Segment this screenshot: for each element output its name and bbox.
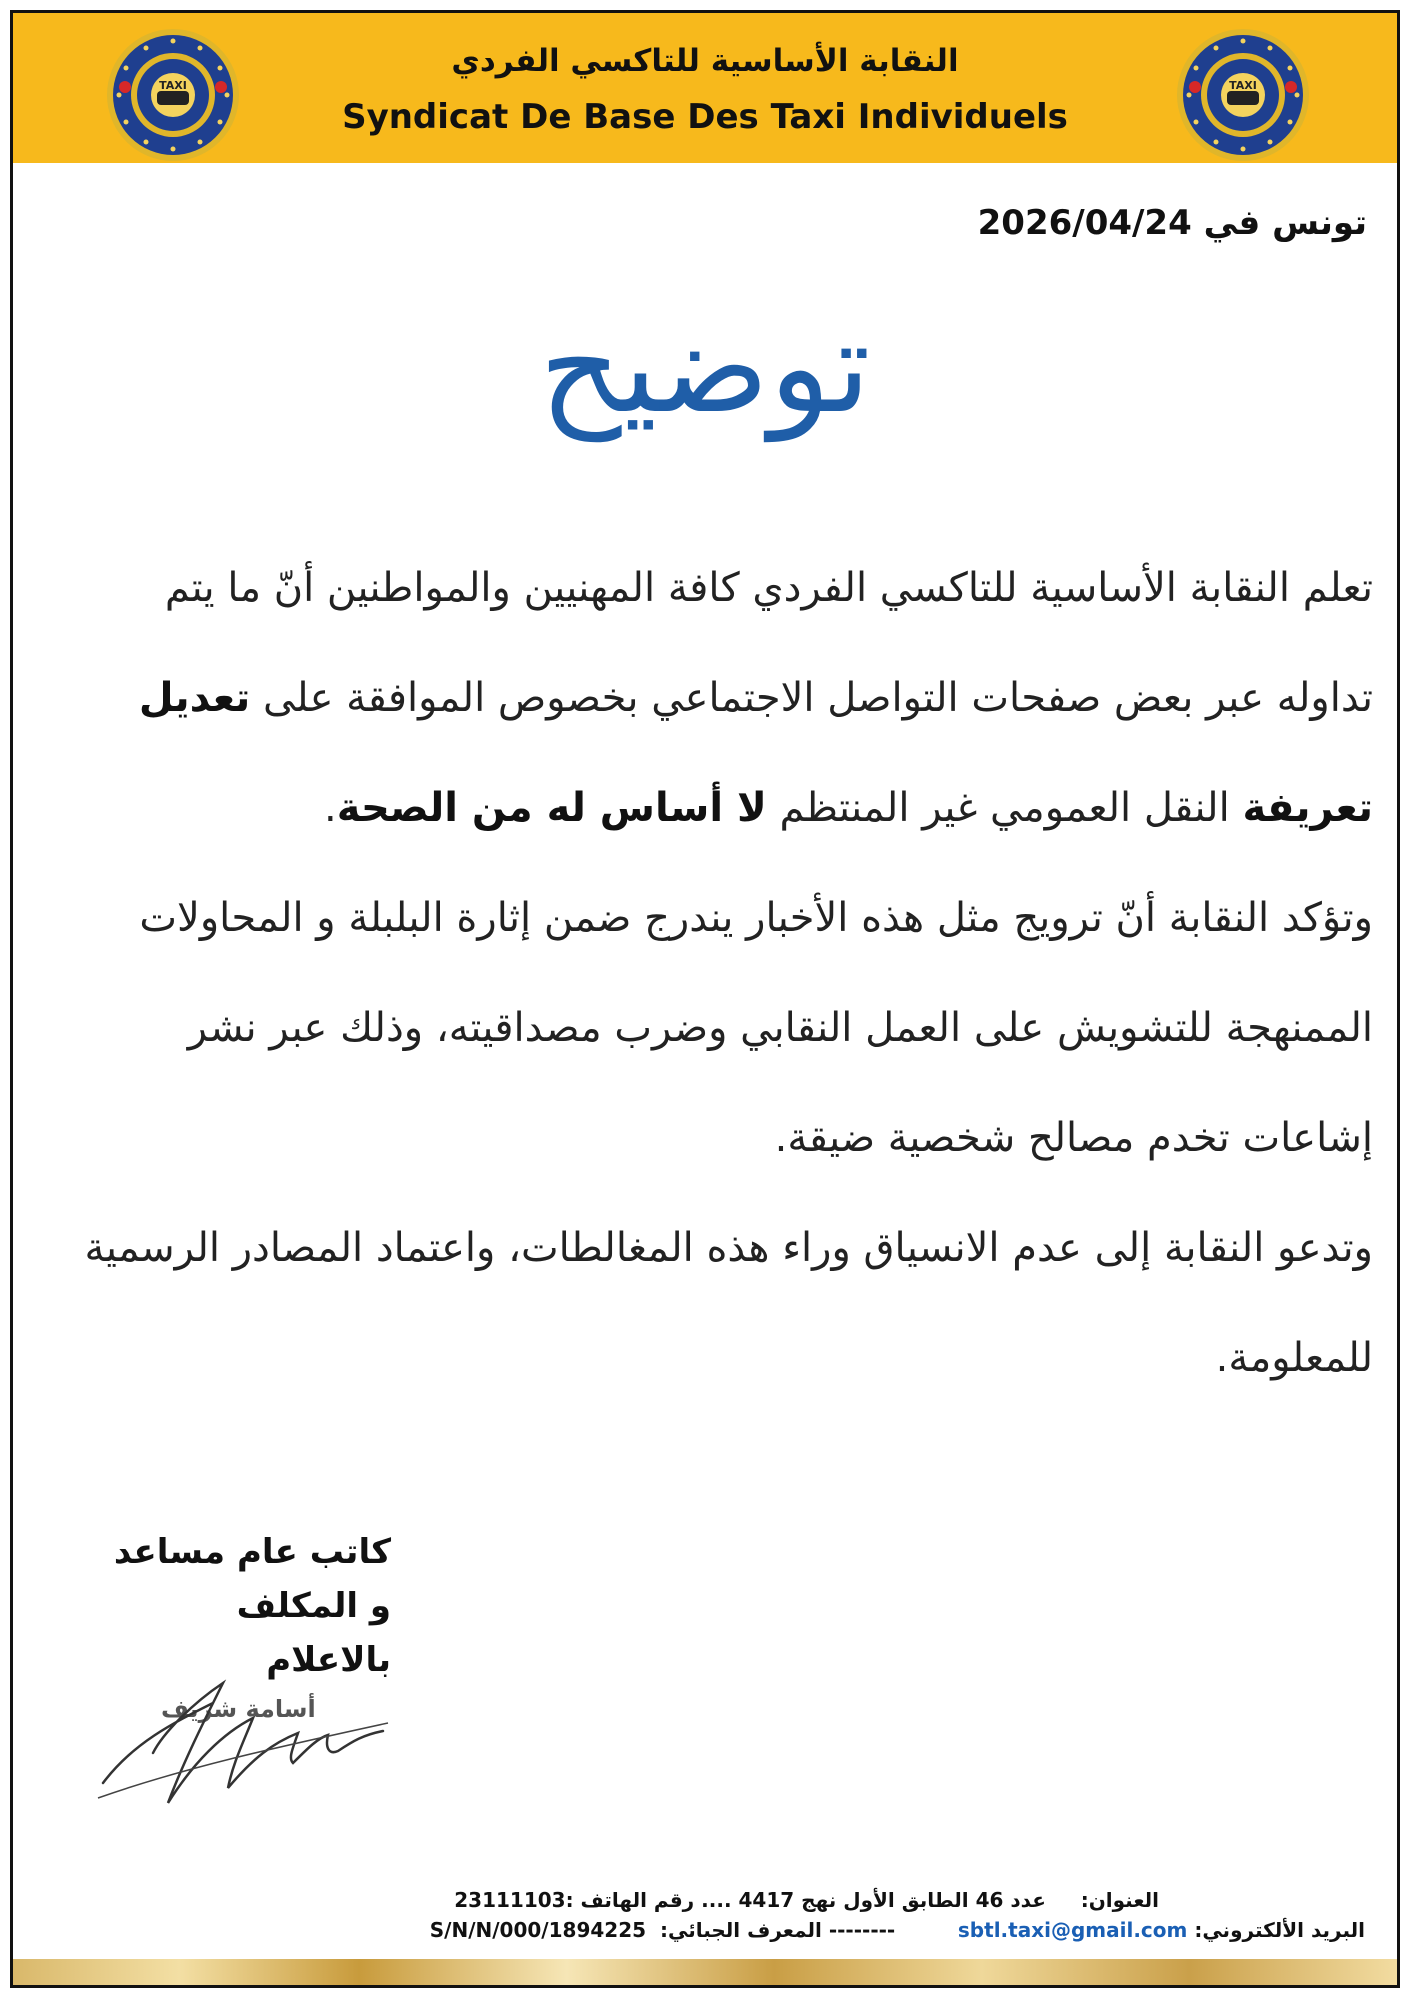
paragraph-2: وتؤكد النقابة أنّ ترويج مثل هذه الأخبار يندرج ضمن إثارة البلبلة و المحاولات الممنهجة للتشويش على العمل النقابي وضرب مصداقيته، وذلك عبر نشر إشاعات تخدم مصالح شخصية ضيقة. (139, 895, 1373, 1161)
letterhead (13, 13, 1397, 163)
footer-gold-band (13, 1959, 1397, 1985)
date-prefix: تونس في (1203, 203, 1367, 243)
email-link[interactable]: sbtl.taxi@gmail.com (957, 1918, 1188, 1942)
paragraph-1: تعلم النقابة الأساسية للتاكسي الفردي كافة المهنيين والمواطنين أنّ ما يتم تداوله عبر بعض صفحات التواصل الاجتماعي بخصوص الموافقة على تعديل تعريفة النقل العمومي غير المنتظم لا أساس له من الصحة. (138, 565, 1373, 831)
paragraph-3: وتدعو النقابة إلى عدم الانسياق وراء هذه المغالطات، واعتماد المصادر الرسمية للمعلومة. (84, 1225, 1373, 1381)
date-line (978, 203, 1367, 243)
footer-contact: البريد الألكتروني: sbtl.taxi@gmail.com -------- المعرف الجبائي: 1894225/S/N/N/000 (429, 1918, 1365, 1942)
seal-text: TAXI (159, 79, 187, 92)
letter-page (10, 10, 1400, 1988)
seal-text: TAXI (1229, 79, 1257, 92)
signatory-title-line-2: و المكلف بالاعلام (236, 1586, 391, 1680)
document-title: توضيح (539, 293, 871, 442)
signatory-name: أسامة شريف (161, 1695, 316, 1723)
org-name-french: Syndicat De Base Des Taxi Individuels (342, 97, 1068, 137)
union-seal-icon (1175, 27, 1311, 163)
bold-phrase: تعديل تعريفة (138, 675, 1373, 831)
bold-phrase: لا أساس له من الصحة (336, 785, 767, 831)
handwritten-signature-icon (93, 1663, 393, 1833)
signatory-title-line-1: كاتب عام مساعد (113, 1532, 391, 1572)
date-value: 2026/04/24 (977, 203, 1192, 243)
letter-body (83, 533, 1373, 1413)
org-name-arabic: النقابة الأساسية للتاكسي الفردي (451, 43, 959, 79)
footer-address: العنوان: عدد 46 الطابق الأول نهج 4417 .... رقم الهاتف :23111103 (454, 1888, 1159, 1912)
